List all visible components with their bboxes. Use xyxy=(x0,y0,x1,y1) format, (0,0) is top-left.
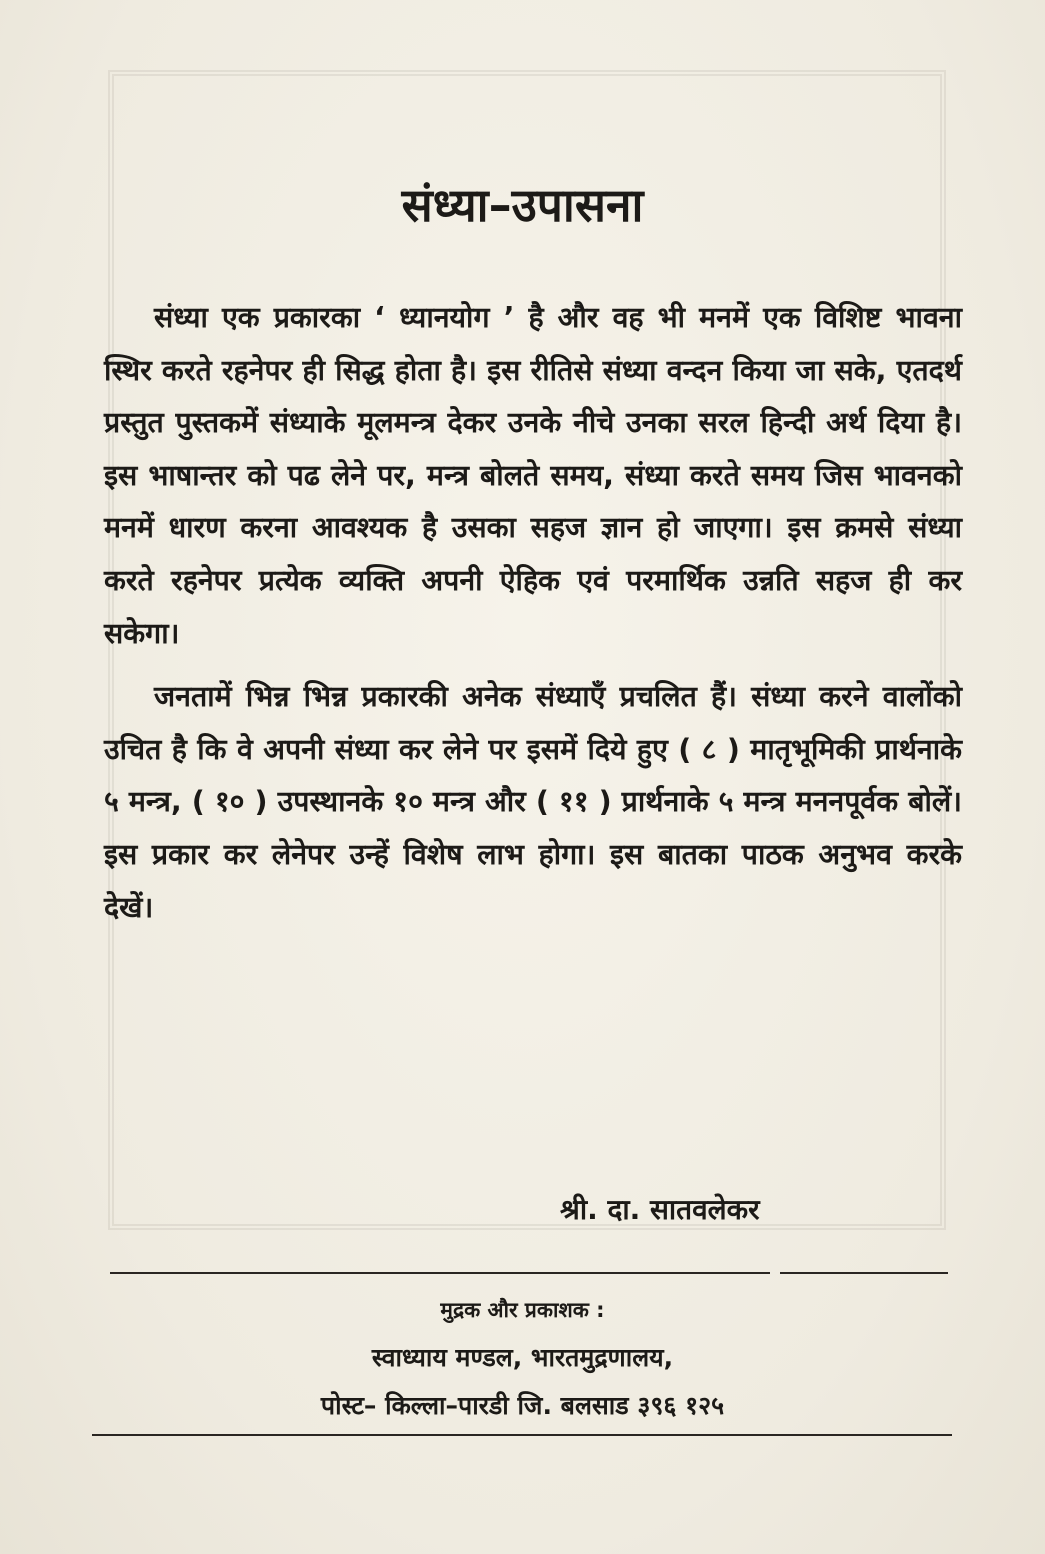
divider-bottom xyxy=(92,1434,952,1436)
publisher-label: मुद्रक और प्रकाशक : xyxy=(440,1298,605,1322)
publisher-name: स्वाध्याय मण्डल, भारतमुद्रणालय, xyxy=(371,1343,674,1372)
divider-left xyxy=(110,1272,770,1274)
page-title: संध्या–उपासना xyxy=(401,178,644,232)
divider-right xyxy=(780,1272,948,1274)
paragraph-2: जनतामें भिन्न भिन्न प्रकारकी अनेक संध्याएँ प्रचलित हैं। संध्या करने वालोंको उचित है कि वे अपनी संध्या कर लेने पर इसमें दिये हुए ( ८ ) मातृभूमिकी प्रार्थनाके ५ मन्त्र, ( १० ) उपस्थानके १० मन्त्र और ( ११ ) प्रार्थनाके ५ मन्त्र मननपूर्वक बोलें। इस प्रकार कर लेनेपर उन्हें विशेष लाभ होगा। इस बातका पाठक अनुभव करके देखें। xyxy=(104,680,962,924)
publisher-address: पोस्ट– किल्ला–पारडी जि. बलसाड ३९६ १२५ xyxy=(320,1391,725,1420)
body-text xyxy=(104,292,962,934)
author-signature: श्री. दा. सातवलेकर xyxy=(560,1193,760,1226)
paragraph-1: संध्या एक प्रकारका ‘ ध्यानयोग ’ है और वह भी मनमें एक विशिष्ट भावना स्थिर करते रहनेपर ही सिद्ध होता है। इस रीतिसे संध्या वन्दन किया जा सके, एतदर्थ प्रस्तुत पुस्तकमें संध्याके मूलमन्त्र देकर उनके नीचे उनका सरल हिन्दी अर्थ दिया है। इस भाषान्तर को पढ लेने पर, मन्त्र बोलते समय, संध्या करते समय जिस भावनको मनमें धारण करना आवश्यक है उसका सहज ज्ञान हो जाएगा। इस क्रमसे संध्या करते रहनेपर प्रत्येक व्यक्ति अपनी ऐहिक एवं परमार्थिक उन्नति सहज ही कर सकेगा। xyxy=(104,301,962,650)
